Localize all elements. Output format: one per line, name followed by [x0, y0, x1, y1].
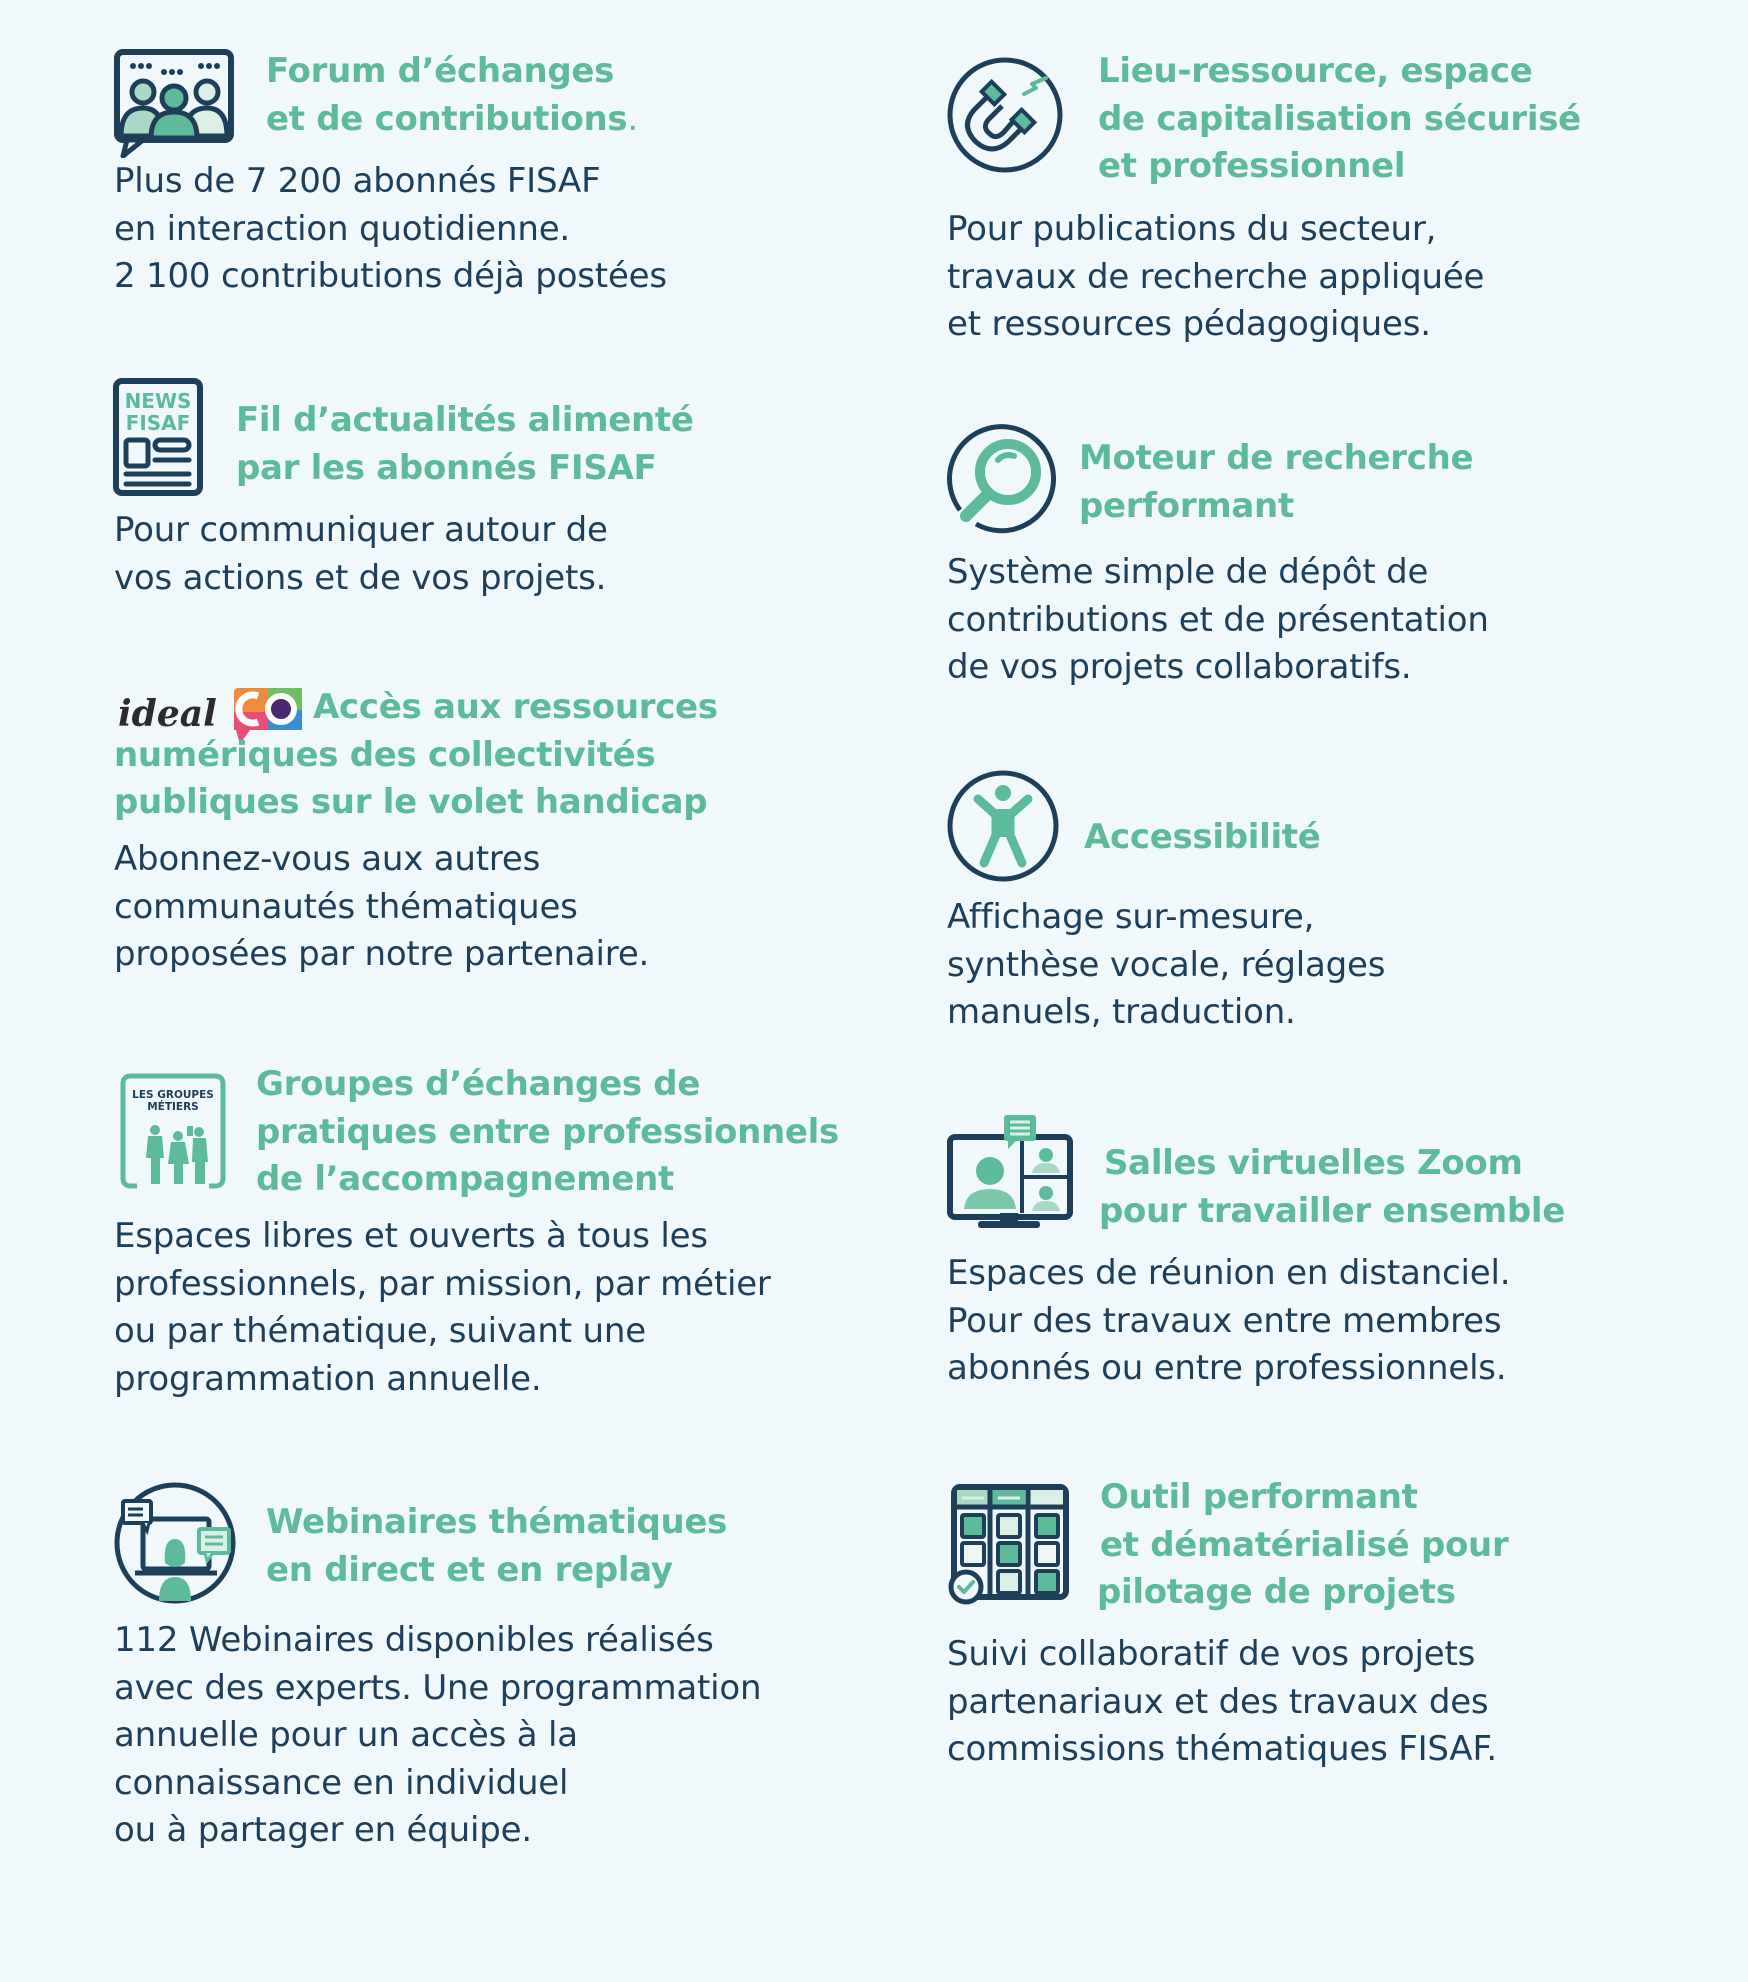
description-line: Suivi collaboratif de vos projets [947, 1634, 1476, 1674]
description-line: ou à partager en équipe. [114, 1810, 532, 1850]
description-line: Pour publications du secteur, [947, 209, 1437, 249]
description-line: et ressources pédagogiques. [947, 304, 1431, 344]
magnet-icon [946, 56, 1064, 174]
description-line: communautés thématiques [114, 886, 578, 927]
description-line: Pour des travaux entre membres [947, 1300, 1502, 1341]
icon-label: FISAF [125, 411, 191, 435]
feature-title [266, 48, 638, 143]
description-line: vos actions et de vos projets. [114, 557, 607, 598]
description-line: partenariaux et des travaux des [947, 1681, 1489, 1722]
description-line: professionnels, par mission, par métier [114, 1263, 771, 1304]
description-line: Système simple de dépôt de [947, 552, 1429, 592]
title-line: Accessibilité [1084, 817, 1321, 857]
title-line: publiques sur le volet handicap [114, 782, 708, 822]
description-line: Espaces libres et ouverts à tous les [114, 1216, 708, 1256]
feature-description [114, 836, 649, 979]
title-line: Groupes d’échanges de [256, 1064, 701, 1104]
description-line: connaissance en individuel [114, 1762, 569, 1803]
title-line: Accès aux ressources [313, 687, 718, 727]
description-line: en interaction quotidienne. [114, 208, 571, 249]
description-line: Affichage sur-mesure, [947, 897, 1315, 937]
feature-title [1099, 1140, 1566, 1235]
feature-title [1079, 435, 1473, 530]
title-line: performant [1079, 485, 1294, 526]
feature-description [114, 1617, 761, 1855]
description-line: 2 100 contributions déjà postées [114, 256, 667, 296]
description-line: proposées par notre partenaire. [114, 934, 650, 974]
title-line: pilotage de projets [1097, 1572, 1456, 1612]
icon-label: NEWS [124, 389, 192, 413]
icon-label: MÉTIERS [147, 1101, 199, 1113]
title-suffix: . [627, 98, 638, 139]
description-line: ou par thématique, suivant une [114, 1311, 646, 1351]
description-line: 112 Webinaires disponibles réalisés [114, 1620, 714, 1660]
feature-title [1084, 814, 1321, 862]
feature-title [236, 397, 694, 492]
icon-label: LES GROUPES [132, 1089, 214, 1101]
description-line: Espaces de réunion en distanciel. [947, 1253, 1511, 1293]
feature-description [947, 1631, 1497, 1774]
title-line-text: et de contributions [266, 98, 628, 139]
title-line: Fil d’actualités alimenté [236, 400, 694, 440]
title-line [266, 96, 638, 144]
description-line: abonnés ou entre professionnels. [947, 1348, 1507, 1388]
newspaper-icon [113, 378, 203, 496]
description-line: avec des experts. Une programmation [114, 1667, 762, 1708]
feature-description [947, 549, 1489, 692]
title-line: Moteur de recherche [1079, 438, 1474, 478]
title-line: Salles virtuelles Zoom [1104, 1143, 1523, 1183]
description-line: de vos projets collaboratifs. [947, 647, 1412, 687]
feature-description [114, 158, 667, 301]
title-line: numériques des collectivités [114, 734, 656, 775]
description-line: Plus de 7 200 abonnés FISAF [114, 161, 601, 201]
svg-text:ideal: ideal [118, 693, 217, 735]
project-board-icon [948, 1483, 1072, 1607]
description-line: contributions et de présentation [947, 599, 1489, 640]
title-line: Webinaires thématiques [266, 1502, 728, 1542]
accessibility-icon [946, 769, 1060, 883]
description-line: synthèse vocale, réglages [947, 944, 1386, 985]
feature-description [947, 1250, 1510, 1393]
title-line: pratiques entre professionnels [256, 1111, 839, 1152]
feature-description [114, 1213, 771, 1403]
title-line: de l’accompagnement [256, 1159, 674, 1199]
title-line: par les abonnés FISAF [236, 447, 657, 488]
description-line: Abonnez-vous aux autres [114, 839, 541, 879]
title-line: et professionnel [1098, 146, 1406, 186]
title-line: en direct et en replay [266, 1549, 673, 1590]
description-line: manuels, traduction. [947, 992, 1296, 1032]
title-line: pour travailler ensemble [1099, 1190, 1566, 1231]
description-line: travaux de recherche appliquée [947, 256, 1485, 297]
feature-description [947, 894, 1385, 1037]
title-line: et dématérialisé pour [1100, 1524, 1509, 1565]
description-line: programmation annuelle. [114, 1358, 542, 1399]
title-line: de capitalisation sécurisé [1098, 98, 1581, 139]
feature-description [114, 507, 608, 602]
description-line: commissions thématiques FISAF. [947, 1729, 1497, 1769]
title-line: Lieu-ressource, espace [1098, 51, 1533, 91]
description-line: Pour communiquer autour de [114, 510, 608, 550]
video-conference-icon [946, 1113, 1074, 1235]
feature-title [1097, 1474, 1509, 1617]
webinar-presenter-icon [113, 1481, 237, 1605]
feature-title [114, 684, 718, 827]
feature-title [256, 1061, 839, 1204]
description-line: annuelle pour un accès à la [114, 1715, 578, 1755]
feature-title [1098, 48, 1581, 191]
title-line: Forum d’échanges [266, 51, 615, 91]
groupes-metiers-icon [113, 1072, 233, 1190]
feature-title [266, 1499, 727, 1594]
feature-description [947, 206, 1484, 349]
search-icon [946, 424, 1058, 536]
forum-group-chat-icon [113, 48, 235, 158]
title-line: Outil performant [1100, 1477, 1418, 1517]
